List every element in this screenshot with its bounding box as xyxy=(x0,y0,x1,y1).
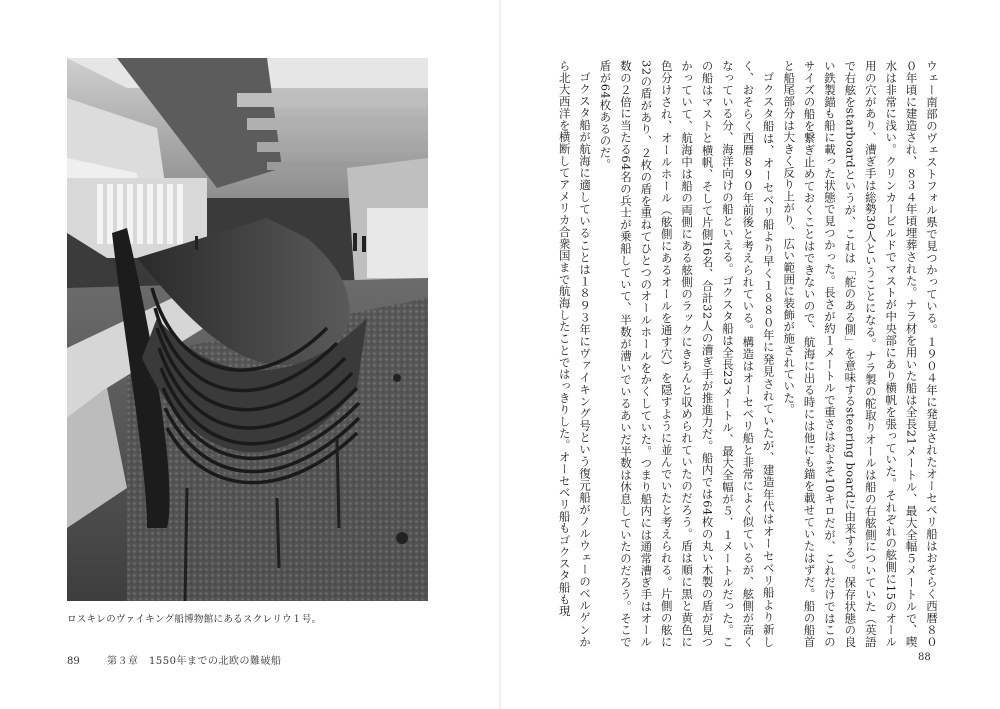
photo-caption: ロスキレのヴァイキング船博物館にあるスクレリウ１号。 xyxy=(67,614,322,625)
paragraph: ウェー南部のヴェストフォル県で見つかっている。１９０４年に発見されたオーセベリ船はおそらく西暦８００年頃に建造され、８３４年頃埋葬された。ナラ材を用いた船は全長21メートル、最大全幅５メートルで、喫水は非常に浅い。クリンカービルドでマストが中央部にあり横帆を張っていた。それぞれの舷側に15のオール用の穴があり、漕ぎ手は総勢30人ということになる。ナラ製の舵取りオールは船の右舷側についていた（英語で右舷をstarboardというが、これは「舵のある側」を意味するsteering boardに由来する）。保存状態の良い鉄製錨も船に載った状態で見つかった。長さが約１メートルで重さはおよそ10キロだが、これだけではこのサイズの船を繋ぎ止めておくことはできないので、航海に出る時には他にも錨を載せていたはずだ。船の船首と船尾部分は大きく反り上がり、広い範囲に装飾が施されていた。 xyxy=(782,60,939,648)
running-head: 第３章 1550年までの北欧の難破船 xyxy=(107,656,282,667)
vertical-body-text xyxy=(557,60,942,648)
viking-ship-museum-photo xyxy=(67,58,428,601)
paragraph: ゴクスタ船は、オーセベリ船より早く１８８０年に発見されていたが、建造年代はオーセベリ船より新しく、おそらく西暦８９０年前後と考えられている。構造はオーセベリ船と非常によく似ているが、舷側が高くなっている分、海洋向けの船といえる。ゴクスタ船は全長23メートル、最大全幅が５．１メートルだった。この船はマストと横帆、そして片側16名、合計32人の漕ぎ手が推進力だ。船内では64枚の丸い木製の盾が見つかっていて、航海中は船の両側にある舷側のラックにきちんと収められていたのだろう。盾は順に黒と黄色に色分けされ、オールホール（舷側にあるオールを通す穴）を隠すように並んでいたと考えられる。片側の舷に32の盾があり、２枚の盾を重ねてひとつのオールホールをかくしていた。つまり船内には通常漕ぎ手はオール数の２倍に当たる64名の兵士が乗船していて、半数が漕いでいるあいだ半数は休息していたのだろう。そこで盾が64枚あるのだ。 xyxy=(598,60,776,648)
book-gutter xyxy=(499,0,501,709)
right-page-number: 88 xyxy=(918,652,931,663)
left-page-number: 89 xyxy=(67,656,80,667)
left-page-footer xyxy=(67,652,281,667)
paragraph: ゴクスタ船が航海に適していることは１８９３年にヴァイキング号という復元船がノルウェーのベルゲンから北大西洋を横断してアメリカ合衆国まで航海したことではっきりした。オーセベリ船もゴクスタ船も現 xyxy=(557,60,593,648)
